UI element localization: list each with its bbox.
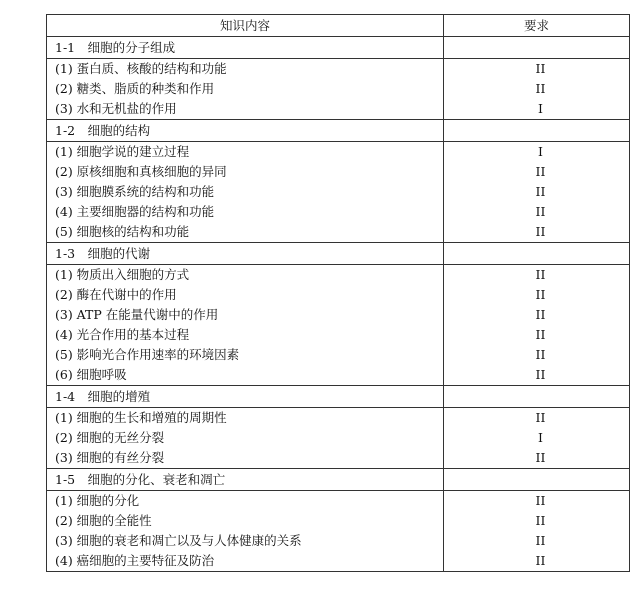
requirement-level: II [444, 531, 630, 551]
table-row [47, 222, 630, 243]
content-column-header: 知识内容 [47, 15, 444, 37]
section-row [47, 243, 630, 265]
table-row [47, 448, 630, 469]
requirement-level: II [444, 79, 630, 99]
item-label: (1) 细胞的分化 [47, 491, 444, 512]
table-row [47, 202, 630, 222]
item-label: (2) 原核细胞和真核细胞的异同 [47, 162, 444, 182]
requirement-level: II [444, 511, 630, 531]
requirement-level: I [444, 142, 630, 163]
requirement-level: II [444, 182, 630, 202]
section-requirement-cell [444, 469, 630, 491]
section-title: 1-2 细胞的结构 [47, 120, 444, 142]
requirement-level: II [444, 162, 630, 182]
table-row [47, 551, 630, 572]
item-label: (4) 主要细胞器的结构和功能 [47, 202, 444, 222]
requirement-level: I [444, 428, 630, 448]
item-label: (5) 影响光合作用速率的环境因素 [47, 345, 444, 365]
requirement-level: II [444, 491, 630, 512]
table-row [47, 305, 630, 325]
section-requirement-cell [444, 37, 630, 59]
item-label: (2) 细胞的全能性 [47, 511, 444, 531]
section-requirement-cell [444, 243, 630, 265]
item-label: (5) 细胞核的结构和功能 [47, 222, 444, 243]
item-label: (4) 癌细胞的主要特征及防治 [47, 551, 444, 572]
section-requirement-cell [444, 386, 630, 408]
requirement-level: II [444, 551, 630, 572]
table-body [47, 37, 630, 572]
item-label: (6) 细胞呼吸 [47, 365, 444, 386]
requirement-level: II [444, 59, 630, 80]
requirement-level: II [444, 305, 630, 325]
table-row [47, 59, 630, 80]
requirement-level: II [444, 345, 630, 365]
item-label: (3) 水和无机盐的作用 [47, 99, 444, 120]
requirement-level: II [444, 265, 630, 286]
requirement-level: II [444, 325, 630, 345]
table-row [47, 285, 630, 305]
table-row [47, 491, 630, 512]
item-label: (3) 细胞的有丝分裂 [47, 448, 444, 469]
requirement-level: II [444, 448, 630, 469]
table-row [47, 325, 630, 345]
table-row [47, 99, 630, 120]
table-row [47, 182, 630, 202]
section-row [47, 469, 630, 491]
section-title: 1-4 细胞的增殖 [47, 386, 444, 408]
item-label: (1) 细胞学说的建立过程 [47, 142, 444, 163]
table-row [47, 511, 630, 531]
item-label: (1) 细胞的生长和增殖的周期性 [47, 408, 444, 429]
requirements-table [46, 14, 630, 572]
item-label: (2) 糖类、脂质的种类和作用 [47, 79, 444, 99]
table-row [47, 531, 630, 551]
item-label: (2) 细胞的无丝分裂 [47, 428, 444, 448]
section-title: 1-3 细胞的代谢 [47, 243, 444, 265]
section-row [47, 386, 630, 408]
requirement-level: I [444, 99, 630, 120]
section-row [47, 37, 630, 59]
item-label: (3) ATP 在能量代谢中的作用 [47, 305, 444, 325]
requirement-level: II [444, 365, 630, 386]
item-label: (1) 蛋白质、核酸的结构和功能 [47, 59, 444, 80]
table-row [47, 345, 630, 365]
requirement-level: II [444, 408, 630, 429]
section-title: 1-1 细胞的分子组成 [47, 37, 444, 59]
requirement-level: II [444, 222, 630, 243]
requirement-level: II [444, 285, 630, 305]
table-row [47, 265, 630, 286]
section-row [47, 120, 630, 142]
section-title: 1-5 细胞的分化、衰老和凋亡 [47, 469, 444, 491]
table-row [47, 79, 630, 99]
table-row [47, 142, 630, 163]
item-label: (3) 细胞膜系统的结构和功能 [47, 182, 444, 202]
item-label: (3) 细胞的衰老和凋亡以及与人体健康的关系 [47, 531, 444, 551]
requirement-level: II [444, 202, 630, 222]
table-row [47, 365, 630, 386]
table-header-row [47, 15, 630, 37]
table-row [47, 162, 630, 182]
item-label: (1) 物质出入细胞的方式 [47, 265, 444, 286]
item-label: (2) 酶在代谢中的作用 [47, 285, 444, 305]
requirement-column-header: 要求 [444, 15, 630, 37]
item-label: (4) 光合作用的基本过程 [47, 325, 444, 345]
table-row [47, 428, 630, 448]
table-row [47, 408, 630, 429]
section-requirement-cell [444, 120, 630, 142]
